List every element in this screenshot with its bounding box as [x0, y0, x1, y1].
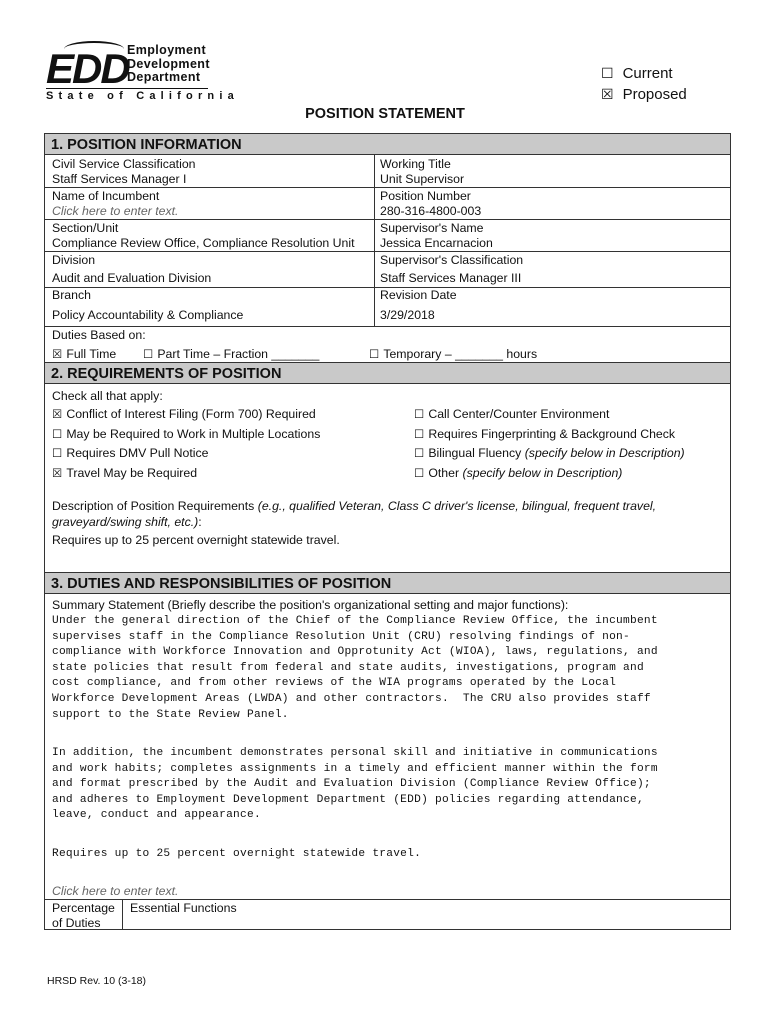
division-label: Division [52, 253, 96, 267]
row-divider [45, 251, 730, 252]
edd-logo: EDD [46, 45, 129, 92]
position-number-value[interactable]: 280-316-4800-003 [380, 204, 482, 218]
req-travel[interactable] [52, 466, 197, 481]
supervisor-name-label: Supervisor's Name [380, 221, 484, 235]
table-top-border [45, 899, 730, 900]
req-multiple-locations[interactable] [52, 427, 320, 442]
req-label: Conflict of Interest Filing (Form 700) Required [66, 407, 316, 421]
req-checkbox[interactable]: ☐ [414, 407, 425, 421]
desc-colon: : [198, 515, 202, 529]
classification-value[interactable]: Staff Services Manager I [52, 172, 187, 186]
temporary-checkbox[interactable]: ☐ [369, 347, 380, 361]
full-time-label: Full Time [66, 347, 117, 361]
division-value[interactable]: Audit and Evaluation Division [52, 271, 212, 285]
req-dmv-pull-notice[interactable] [52, 446, 208, 461]
org-line-2: Development [127, 56, 210, 71]
req-label: Bilingual Fluency [428, 446, 525, 460]
req-label: Requires Fingerprinting & Background Check [428, 427, 676, 441]
incumbent-field[interactable]: Click here to enter text. [52, 204, 179, 218]
desc-requirements-label-2 [52, 515, 202, 530]
percentage-header: Percentage [52, 901, 115, 915]
current-checkbox[interactable]: ☐ [601, 66, 614, 82]
classification-label: Civil Service Classification [52, 157, 196, 171]
req-label: Call Center/Counter Environment [428, 407, 610, 421]
branch-value[interactable]: Policy Accountability & Compliance [52, 308, 244, 322]
supervisor-name-value[interactable]: Jessica Encarnacion [380, 236, 493, 250]
revision-date-value[interactable]: 3/29/2018 [380, 308, 435, 322]
branch-label: Branch [52, 288, 91, 302]
proposed-label: Proposed [622, 86, 687, 103]
row-divider [45, 219, 730, 220]
req-checkbox[interactable]: ☐ [52, 427, 63, 441]
req-fingerprinting[interactable] [414, 427, 675, 442]
desc-label: Description of Position Requirements [52, 499, 258, 513]
req-bilingual[interactable] [414, 446, 685, 461]
page-title: POSITION STATEMENT [305, 106, 465, 122]
duties-based-label: Duties Based on: [52, 328, 146, 342]
summary-paragraph-2[interactable]: In addition, the incumbent demonstrates personal skill and initiative in communications and work habits; completes assignments in a timely and efficient manner within the form and format prescribed by the Audit and Evaluation Division (Compliance Review Office); and adheres to Employment Development Department (EDD) policies regarding attendance, leave, conduct and appearance. [52, 747, 658, 822]
proposed-option[interactable] [601, 86, 687, 104]
form-revision: HRSD Rev. 10 (3-18) [47, 975, 147, 987]
essential-functions-header: Essential Functions [130, 901, 237, 915]
req-checkbox[interactable]: ☐ [414, 427, 425, 441]
summary-paragraph-1[interactable]: Under the general direction of the Chief of the Compliance Review Office, the incumbent supervises staff in the Compliance Resolution Unit (CRU) resolving findings of non- compliance with Workforce Innovation and Opprotunity Act (WIOA), laws, regulations, and state policies that result from federal and state audits, investigations, program and cost compliance, and from other reviews of the WIA programs operated by the Local Workforce Development Areas (LWDA) and other contractors. The CRU also provides staff support to the State Review Panel. [52, 615, 658, 721]
req-checkbox[interactable]: ☐ [52, 446, 63, 460]
position-number-label: Position Number [380, 189, 471, 203]
req-checkbox[interactable]: ☐ [414, 466, 425, 480]
supervisor-class-label: Supervisor's Classification [380, 253, 524, 267]
req-other[interactable] [414, 466, 622, 481]
part-time-checkbox[interactable]: ☐ [143, 347, 154, 361]
summary-paragraph-3[interactable]: Requires up to 25 percent overnight statewide travel. [52, 848, 422, 860]
req-note: (specify below in Description) [462, 466, 623, 480]
req-note: (specify below in Description) [524, 446, 685, 460]
desc-example-1: (e.g., qualified Veteran, Class C driver's license, bilingual, frequent travel, [257, 499, 657, 513]
req-call-center[interactable] [414, 407, 609, 422]
table-column-divider [122, 899, 123, 930]
section-unit-value[interactable]: Compliance Review Office, Compliance Resolution Unit [52, 236, 355, 250]
req-checkbox[interactable]: ☐ [414, 446, 425, 460]
desc-example-2: graveyard/swing shift, etc.) [52, 515, 199, 529]
req-conflict-of-interest[interactable] [52, 407, 316, 422]
req-label: Requires DMV Pull Notice [66, 446, 209, 460]
row-divider [45, 187, 730, 188]
req-label: May be Required to Work in Multiple Locations [66, 427, 321, 441]
req-label: Travel May be Required [66, 466, 198, 480]
row-divider [45, 326, 730, 327]
req-label: Other [428, 466, 463, 480]
incumbent-label: Name of Incumbent [52, 189, 160, 203]
revision-date-label: Revision Date [380, 288, 457, 302]
org-name [127, 44, 210, 85]
section-3-heading: 3. DUTIES AND RESPONSIBILITIES OF POSITION [45, 572, 730, 594]
desc-requirements-label [52, 499, 656, 514]
summary-placeholder[interactable]: Click here to enter text. [52, 884, 179, 898]
full-time-option[interactable] [52, 347, 116, 362]
section-1-column-divider [374, 155, 375, 326]
summary-label: Summary Statement (Briefly describe the position's organizational setting and major functions): [52, 598, 569, 612]
temporary-label: Temporary – _______ hours [383, 347, 538, 361]
desc-requirements-value[interactable]: Requires up to 25 percent overnight statewide travel. [52, 533, 340, 547]
full-time-checkbox[interactable]: ☒ [52, 347, 63, 361]
proposed-checkbox[interactable]: ☒ [601, 87, 614, 103]
temporary-option[interactable] [369, 347, 537, 362]
of-duties-header: of Duties [52, 916, 101, 930]
section-2-heading: 2. REQUIREMENTS OF POSITION [45, 362, 730, 384]
part-time-option[interactable] [143, 347, 319, 362]
part-time-label: Part Time – Fraction _______ [157, 347, 320, 361]
section-1-heading: 1. POSITION INFORMATION [45, 133, 730, 155]
current-label: Current [622, 65, 673, 82]
working-title-label: Working Title [380, 157, 451, 171]
working-title-value[interactable]: Unit Supervisor [380, 172, 465, 186]
current-option[interactable] [601, 65, 673, 83]
logo-divider [46, 88, 208, 89]
supervisor-class-value[interactable]: Staff Services Manager III [380, 271, 522, 285]
check-all-label: Check all that apply: [52, 389, 163, 403]
req-checkbox[interactable]: ☒ [52, 466, 63, 480]
req-checkbox[interactable]: ☒ [52, 407, 63, 421]
org-line-3: Department [127, 70, 201, 85]
section-unit-label: Section/Unit [52, 221, 119, 235]
state-label: State of California [46, 90, 239, 102]
org-line-1: Employment [127, 43, 207, 57]
